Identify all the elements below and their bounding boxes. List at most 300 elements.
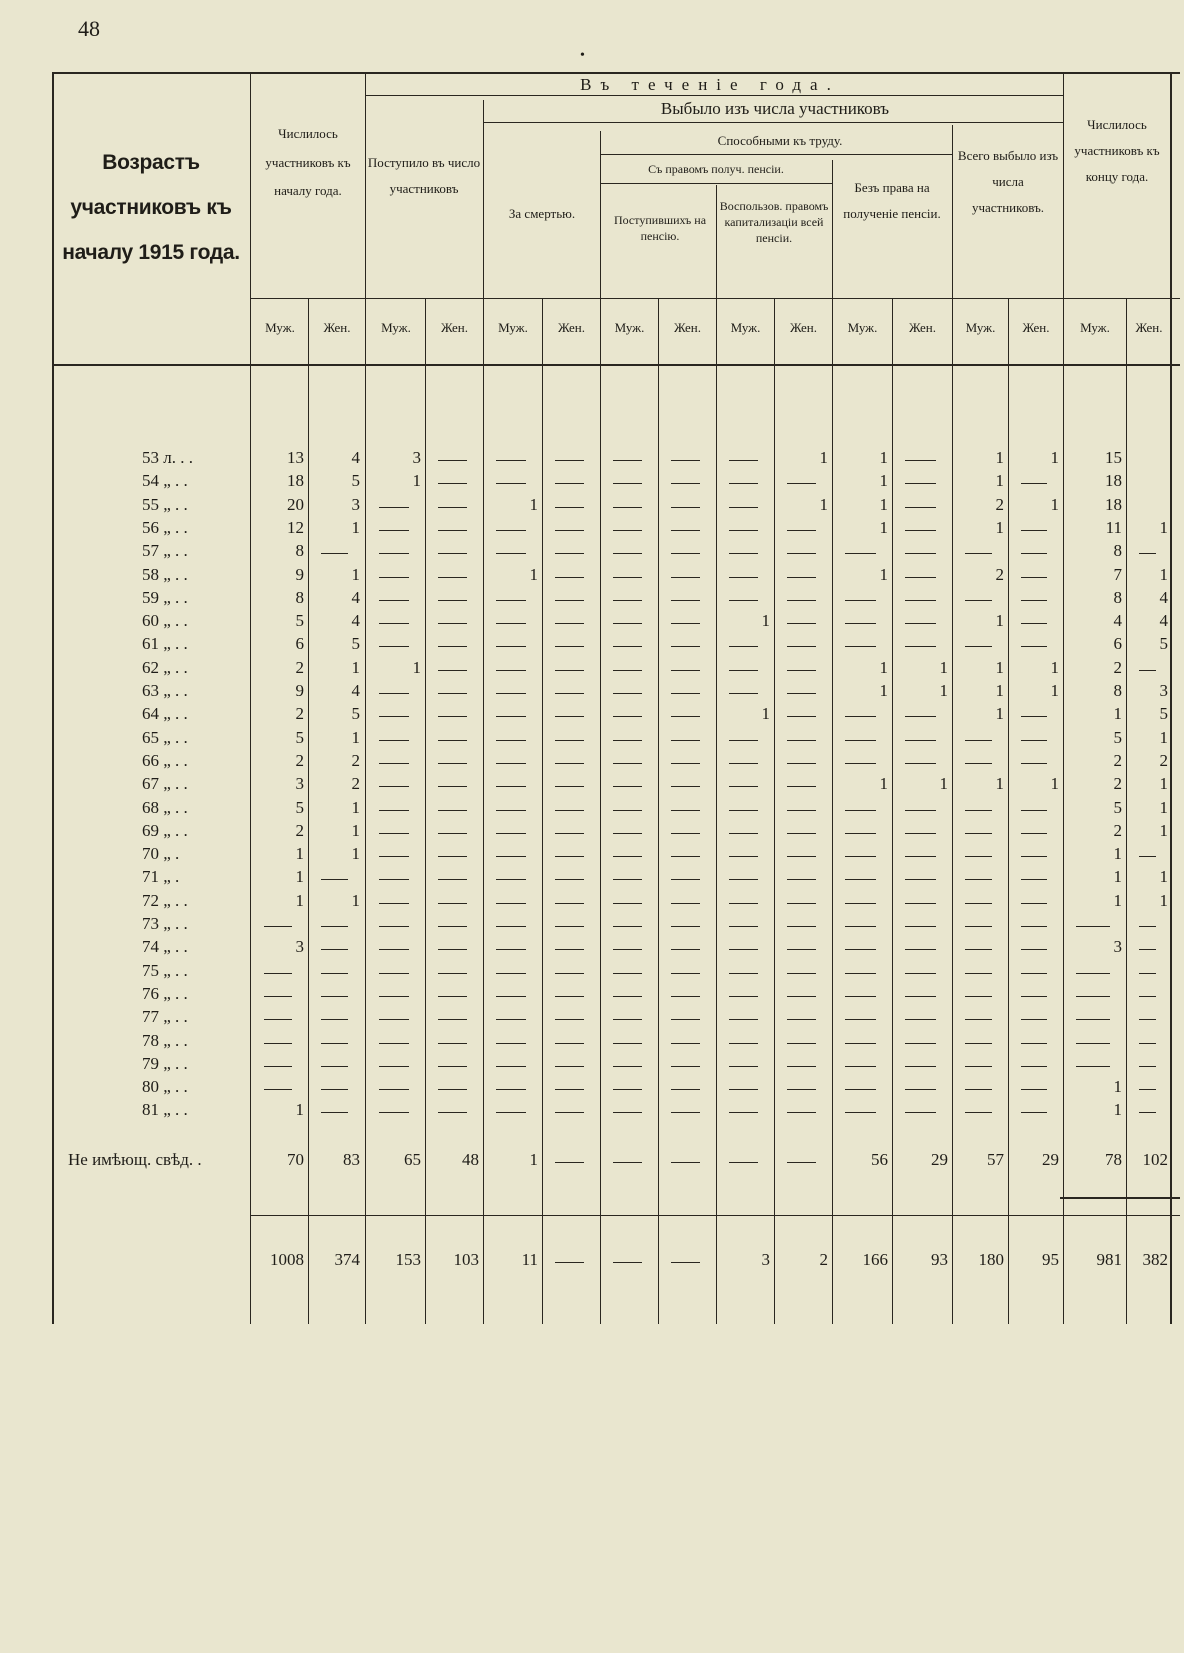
data-cell: 83 — [343, 1150, 360, 1169]
data-cell: 1 — [879, 657, 888, 677]
empty-cell-dash — [496, 1043, 526, 1044]
empty-cell-dash — [965, 949, 992, 950]
data-cell: 2 — [1113, 820, 1122, 840]
page-number: 48 — [78, 16, 100, 41]
empty-cell-dash — [1021, 833, 1047, 834]
data-cell: 4 — [351, 587, 360, 607]
empty-cell-dash — [438, 1066, 467, 1067]
empty-cell-dash — [321, 996, 348, 997]
empty-cell-dash — [379, 833, 409, 834]
empty-cell-dash — [379, 716, 409, 717]
subheader-male: Муж. — [614, 320, 645, 335]
empty-cell-dash — [438, 810, 467, 811]
empty-cell-dash — [965, 1043, 992, 1044]
empty-cell-dash — [787, 623, 816, 624]
empty-cell-dash — [1021, 810, 1047, 811]
data-cell: 1 — [351, 844, 360, 864]
empty-cell-dash — [671, 646, 700, 647]
empty-cell-dash — [965, 1112, 992, 1113]
empty-cell-dash — [1021, 600, 1047, 601]
empty-cell-dash — [965, 810, 992, 811]
retired-header: Поступившихъ на пенсію. — [613, 213, 707, 244]
data-cell: 56 — [871, 1150, 888, 1169]
empty-cell-dash — [671, 577, 700, 578]
empty-cell-dash — [496, 903, 526, 904]
empty-cell-dash — [671, 973, 700, 974]
empty-cell-dash — [438, 856, 467, 857]
data-cell: 1 — [761, 704, 770, 724]
subheader-male: Муж. — [965, 320, 996, 335]
empty-cell-dash — [321, 1066, 348, 1067]
empty-cell-dash — [1021, 623, 1047, 624]
capitalization-header: Воспользов. правомъ капитализаціи всей пенсіи. — [719, 199, 829, 246]
data-cell: 18 — [1105, 471, 1122, 491]
empty-cell-dash — [613, 1089, 642, 1090]
subheader-male: Муж. — [1080, 320, 1110, 335]
data-cell: 2 — [351, 774, 360, 794]
total-cell: 1008 — [270, 1250, 304, 1269]
empty-cell-dash — [845, 1112, 876, 1113]
empty-cell-dash — [1021, 973, 1047, 974]
age-label: 79 „ . . — [142, 1053, 188, 1073]
data-cell: 1 — [295, 844, 304, 864]
data-cell: 1 — [1113, 1100, 1122, 1120]
data-cell: 2 — [295, 704, 304, 724]
subheader-male: Муж. — [498, 320, 528, 335]
empty-cell-dash — [671, 716, 700, 717]
total-cell: 153 — [395, 1250, 421, 1269]
empty-cell-dash — [1021, 763, 1047, 764]
empty-cell-dash — [729, 973, 758, 974]
empty-cell-dash — [379, 1089, 409, 1090]
data-cell: 3 — [1113, 937, 1122, 957]
data-cell: 1 — [295, 867, 304, 887]
empty-cell-dash — [671, 903, 700, 904]
empty-cell-dash — [613, 716, 642, 717]
empty-cell-dash — [496, 973, 526, 974]
data-cell: 1 — [529, 1150, 538, 1169]
empty-cell-dash — [787, 786, 816, 787]
age-label: 72 „ . . — [142, 890, 188, 910]
age-label: 66 „ . . — [142, 750, 188, 770]
empty-cell-dash — [379, 530, 409, 531]
empty-cell-dash — [729, 1162, 758, 1163]
empty-cell-dash — [787, 670, 816, 671]
empty-cell-dash — [845, 996, 876, 997]
empty-cell-dash — [671, 856, 700, 857]
data-cell: 5 — [295, 611, 304, 631]
empty-cell-dash — [613, 553, 642, 554]
data-cell: 29 — [931, 1150, 948, 1169]
empty-cell-dash — [555, 1043, 584, 1044]
data-cell: 1 — [1113, 844, 1122, 864]
empty-cell-dash — [555, 530, 584, 531]
empty-cell-dash — [555, 623, 584, 624]
empty-cell-dash — [787, 577, 816, 578]
empty-cell-dash — [845, 646, 876, 647]
empty-cell-dash — [379, 949, 409, 950]
subheader-male: Муж. — [730, 320, 761, 335]
empty-cell-dash — [671, 926, 700, 927]
empty-cell-dash — [729, 856, 758, 857]
empty-cell-dash — [905, 949, 936, 950]
empty-cell-dash — [845, 856, 876, 857]
data-cell: 4 — [351, 611, 360, 631]
data-cell: 5 — [1113, 797, 1122, 817]
data-cell: 1 — [351, 820, 360, 840]
empty-cell-dash — [379, 577, 409, 578]
empty-cell-dash — [613, 949, 642, 950]
data-cell: 1 — [995, 774, 1004, 794]
empty-cell-dash — [1076, 1019, 1110, 1020]
empty-cell-dash — [379, 600, 409, 601]
empty-cell-dash — [905, 810, 936, 811]
data-cell: 4 — [351, 681, 360, 700]
data-cell: 57 — [987, 1150, 1004, 1169]
empty-cell-dash — [671, 1043, 700, 1044]
data-cell: 3 — [295, 774, 304, 794]
total-cell: 981 — [1096, 1250, 1122, 1269]
empty-cell-dash — [555, 786, 584, 787]
data-cell: 9 — [295, 564, 304, 584]
data-cell: 29 — [1042, 1150, 1059, 1169]
empty-cell-dash — [905, 996, 936, 997]
empty-cell-dash — [965, 1089, 992, 1090]
empty-cell-dash — [671, 786, 700, 787]
data-cell: 1 — [995, 448, 1004, 467]
empty-cell-dash — [613, 577, 642, 578]
empty-cell-dash — [671, 833, 700, 834]
empty-cell-dash — [555, 577, 584, 578]
empty-cell-dash — [1139, 973, 1156, 974]
data-cell: 4 — [351, 448, 360, 467]
empty-cell-dash — [729, 693, 758, 694]
empty-cell-dash — [496, 716, 526, 717]
empty-cell-dash — [438, 716, 467, 717]
data-cell: 1 — [1113, 1077, 1122, 1097]
empty-cell-dash — [613, 833, 642, 834]
empty-cell-dash — [729, 507, 758, 508]
empty-cell-dash — [845, 949, 876, 950]
empty-cell-dash — [965, 646, 992, 647]
empty-cell-dash — [264, 926, 292, 927]
empty-cell-dash — [905, 1043, 936, 1044]
data-cell: 1 — [939, 681, 948, 700]
age-label: 58 „ . . — [142, 564, 188, 584]
data-cell: 1 — [879, 681, 888, 700]
empty-cell-dash — [1021, 577, 1047, 578]
total-cell: 11 — [521, 1250, 538, 1269]
empty-cell-dash — [555, 856, 584, 857]
empty-cell-dash — [905, 623, 936, 624]
empty-cell-dash — [965, 1066, 992, 1067]
empty-cell-dash — [729, 1112, 758, 1113]
empty-cell-dash — [555, 670, 584, 671]
empty-cell-dash — [555, 949, 584, 950]
data-cell: 1 — [879, 494, 888, 514]
data-cell: 13 — [287, 448, 304, 467]
empty-cell-dash — [438, 646, 467, 647]
empty-cell-dash — [321, 973, 348, 974]
empty-cell-dash — [729, 530, 758, 531]
age-label: 60 „ . . — [142, 611, 188, 631]
age-label: 80 „ . . — [142, 1077, 188, 1097]
empty-cell-dash — [787, 926, 816, 927]
empty-cell-dash — [671, 879, 700, 880]
empty-cell-dash — [555, 973, 584, 974]
data-cell: 5 — [1159, 704, 1168, 724]
total-cell: 2 — [819, 1250, 828, 1269]
data-cell: 1 — [1113, 704, 1122, 724]
data-cell: 8 — [1113, 681, 1122, 700]
subheader-female: Жен. — [1022, 320, 1050, 335]
empty-cell-dash — [438, 973, 467, 974]
empty-cell-dash — [1076, 1066, 1110, 1067]
empty-cell-dash — [613, 530, 642, 531]
data-cell: 1 — [1159, 774, 1168, 794]
age-label: 65 „ . . — [142, 727, 188, 747]
empty-cell-dash — [671, 1262, 700, 1263]
empty-cell-dash — [496, 1066, 526, 1067]
data-cell: 1 — [1159, 820, 1168, 840]
death-header: За смертью. — [508, 206, 576, 221]
empty-cell-dash — [379, 786, 409, 787]
data-cell: 5 — [1159, 634, 1168, 654]
empty-cell-dash — [496, 763, 526, 764]
total-dropped-header: Всего выбыло изъ числа участниковъ. — [957, 148, 1059, 215]
empty-cell-dash — [729, 810, 758, 811]
data-cell: 6 — [295, 634, 304, 654]
data-cell: 1 — [879, 448, 888, 467]
empty-cell-dash — [555, 553, 584, 554]
data-cell: 2 — [995, 494, 1004, 514]
empty-cell-dash — [496, 786, 526, 787]
empty-cell-dash — [845, 716, 876, 717]
data-cell: 2 — [351, 750, 360, 770]
empty-cell-dash — [555, 996, 584, 997]
empty-cell-dash — [613, 600, 642, 601]
empty-cell-dash — [787, 716, 816, 717]
empty-cell-dash — [965, 856, 992, 857]
data-cell: 1 — [351, 890, 360, 910]
data-cell: 1 — [529, 494, 538, 514]
empty-cell-dash — [1021, 926, 1047, 927]
empty-cell-dash — [1021, 483, 1047, 484]
age-label: 63 „ . . — [142, 681, 188, 700]
empty-cell-dash — [905, 530, 936, 531]
admitted-header: Поступило въ число участниковъ — [367, 155, 481, 196]
subheader-female: Жен. — [558, 320, 585, 335]
empty-cell-dash — [671, 810, 700, 811]
empty-cell-dash — [555, 600, 584, 601]
empty-cell-dash — [845, 903, 876, 904]
age-label: 74 „ . . — [142, 937, 188, 957]
no-right-header: Безъ права на полученіе пенсіи. — [843, 180, 941, 221]
empty-cell-dash — [845, 810, 876, 811]
age-label: 56 „ . . — [142, 517, 188, 537]
data-cell: 4 — [1159, 611, 1168, 631]
empty-cell-dash — [787, 1019, 816, 1020]
data-cell: 1 — [351, 727, 360, 747]
data-cell: 5 — [351, 704, 360, 724]
empty-cell-dash — [671, 1019, 700, 1020]
empty-cell-dash — [787, 740, 816, 741]
empty-cell-dash — [613, 483, 642, 484]
empty-cell-dash — [787, 1066, 816, 1067]
age-label: 67 „ . . — [142, 774, 188, 794]
empty-cell-dash — [671, 600, 700, 601]
empty-cell-dash — [379, 973, 409, 974]
empty-cell-dash — [845, 740, 876, 741]
empty-cell-dash — [613, 973, 642, 974]
empty-cell-dash — [729, 833, 758, 834]
empty-cell-dash — [787, 763, 816, 764]
empty-cell-dash — [905, 1066, 936, 1067]
empty-cell-dash — [613, 693, 642, 694]
data-cell: 1 — [351, 564, 360, 584]
data-cell: 1 — [879, 517, 888, 537]
empty-cell-dash — [321, 1019, 348, 1020]
empty-cell-dash — [379, 1066, 409, 1067]
age-header: Возрастъ участниковъ къ началу 1915 года. — [62, 151, 240, 265]
data-cell: 5 — [351, 471, 360, 491]
total-cell: 166 — [862, 1250, 888, 1269]
empty-cell-dash — [438, 1019, 467, 1020]
empty-cell-dash — [729, 600, 758, 601]
empty-cell-dash — [321, 1043, 348, 1044]
empty-cell-dash — [555, 483, 584, 484]
empty-cell-dash — [1139, 1066, 1156, 1067]
age-label: 69 „ . . — [142, 820, 188, 840]
total-cell: 103 — [453, 1250, 479, 1269]
empty-cell-dash — [729, 949, 758, 950]
empty-cell-dash — [905, 716, 936, 717]
empty-cell-dash — [729, 926, 758, 927]
total-cell: 3 — [761, 1250, 770, 1269]
empty-cell-dash — [1139, 856, 1156, 857]
empty-cell-dash — [845, 833, 876, 834]
empty-cell-dash — [787, 833, 816, 834]
empty-cell-dash — [379, 693, 409, 694]
empty-cell-dash — [613, 856, 642, 857]
empty-cell-dash — [1139, 1089, 1156, 1090]
empty-cell-dash — [438, 460, 467, 461]
empty-cell-dash — [321, 879, 348, 880]
data-cell: 1 — [819, 448, 828, 467]
data-cell: 7 — [1113, 564, 1122, 584]
data-cell: 12 — [287, 517, 304, 537]
count-end-header: Числилось участниковъ къ концу года. — [1074, 117, 1160, 184]
data-cell: 5 — [1113, 727, 1122, 747]
empty-cell-dash — [438, 1043, 467, 1044]
empty-cell-dash — [555, 1089, 584, 1090]
data-cell: 1 — [1050, 681, 1059, 700]
empty-cell-dash — [613, 810, 642, 811]
empty-cell-dash — [613, 879, 642, 880]
data-cell: 8 — [1113, 587, 1122, 607]
empty-cell-dash — [845, 1019, 876, 1020]
empty-cell-dash — [264, 1043, 292, 1044]
empty-cell-dash — [379, 856, 409, 857]
empty-cell-dash — [379, 879, 409, 880]
data-cell: 1 — [529, 564, 538, 584]
empty-cell-dash — [1139, 1112, 1156, 1113]
empty-cell-dash — [965, 996, 992, 997]
empty-cell-dash — [1076, 973, 1110, 974]
subheader-male: Муж. — [847, 320, 878, 335]
empty-cell-dash — [438, 740, 467, 741]
empty-cell-dash — [965, 1019, 992, 1020]
empty-cell-dash — [845, 879, 876, 880]
empty-cell-dash — [496, 483, 526, 484]
data-cell: 1 — [1159, 890, 1168, 910]
empty-cell-dash — [787, 646, 816, 647]
empty-cell-dash — [671, 1089, 700, 1090]
during-year-header: Въ теченіе года. — [580, 75, 840, 94]
empty-cell-dash — [438, 577, 467, 578]
empty-cell-dash — [905, 1112, 936, 1113]
empty-cell-dash — [1021, 1043, 1047, 1044]
empty-cell-dash — [613, 1262, 642, 1263]
empty-cell-dash — [438, 879, 467, 880]
data-cell: 2 — [295, 750, 304, 770]
data-cell: 1 — [879, 564, 888, 584]
total-cell: 374 — [334, 1250, 360, 1269]
empty-cell-dash — [1139, 949, 1156, 950]
empty-cell-dash — [1021, 646, 1047, 647]
empty-cell-dash — [965, 879, 992, 880]
empty-cell-dash — [264, 1019, 292, 1020]
empty-cell-dash — [1021, 1089, 1047, 1090]
empty-cell-dash — [905, 833, 936, 834]
age-label: 75 „ . . — [142, 960, 188, 980]
data-cell: 1 — [995, 704, 1004, 724]
empty-cell-dash — [438, 1112, 467, 1113]
subheader-female: Жен. — [790, 320, 817, 335]
empty-cell-dash — [379, 1019, 409, 1020]
empty-cell-dash — [613, 460, 642, 461]
empty-cell-dash — [496, 646, 526, 647]
empty-cell-dash — [905, 856, 936, 857]
empty-cell-dash — [1021, 1112, 1047, 1113]
empty-cell-dash — [787, 996, 816, 997]
data-cell: 1 — [1159, 867, 1168, 887]
empty-cell-dash — [613, 623, 642, 624]
age-label: 59 „ . . — [142, 587, 188, 607]
data-cell: 1 — [1113, 867, 1122, 887]
data-cell: 70 — [287, 1150, 304, 1169]
data-cell: 8 — [1113, 541, 1122, 561]
empty-cell-dash — [729, 670, 758, 671]
age-label: 53 л. . . — [142, 448, 193, 467]
empty-cell-dash — [321, 553, 348, 554]
empty-cell-dash — [905, 553, 936, 554]
age-label: 57 „ . . — [142, 541, 188, 561]
empty-cell-dash — [787, 879, 816, 880]
empty-cell-dash — [613, 996, 642, 997]
data-cell: 2 — [1113, 657, 1122, 677]
data-cell: 102 — [1142, 1150, 1168, 1169]
empty-cell-dash — [613, 1019, 642, 1020]
data-cell: 3 — [295, 937, 304, 957]
empty-cell-dash — [379, 1112, 409, 1113]
empty-cell-dash — [1021, 856, 1047, 857]
data-cell: 1 — [412, 471, 421, 491]
empty-cell-dash — [845, 973, 876, 974]
empty-cell-dash — [905, 483, 936, 484]
empty-cell-dash — [1139, 1043, 1156, 1044]
empty-cell-dash — [438, 670, 467, 671]
